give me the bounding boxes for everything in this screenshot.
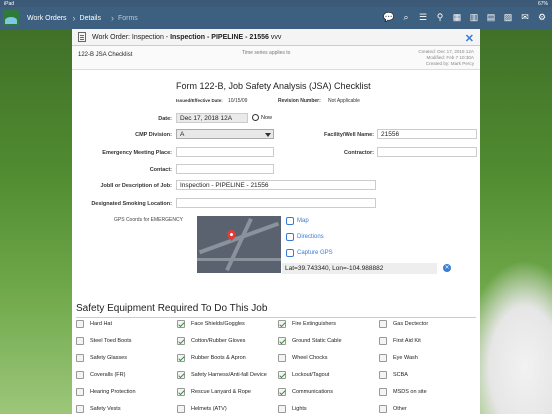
checkbox-empty-icon[interactable] <box>76 320 84 328</box>
safety-checkbox[interactable] <box>278 320 336 328</box>
safety-checkbox[interactable] <box>379 320 428 328</box>
checkbox-empty-icon[interactable] <box>76 354 84 362</box>
document-icon <box>78 32 86 42</box>
checkbox-empty-icon[interactable] <box>76 405 84 413</box>
date-field[interactable]: Dec 17, 2018 12A <box>176 113 248 123</box>
contact-label: Contact: <box>149 167 172 173</box>
checkbox-label: Fire Extinguishers <box>292 321 337 327</box>
safety-checkbox[interactable] <box>379 337 421 345</box>
map-link[interactable] <box>286 217 309 225</box>
safety-checkbox[interactable] <box>76 320 112 328</box>
checkbox-empty-icon[interactable] <box>379 337 387 345</box>
revision-value: Not Applicable <box>328 98 360 104</box>
safety-checkbox[interactable] <box>177 388 251 396</box>
checklist-name: 122-B JSA Checklist <box>78 52 133 58</box>
checkbox-empty-icon[interactable] <box>76 388 84 396</box>
capture-label: Capture GPS <box>297 250 333 256</box>
checkbox-label: Communications <box>292 389 333 395</box>
checkbox-label: SCBA <box>393 372 408 378</box>
breadcrumb-forms[interactable] <box>118 15 138 22</box>
safety-checkbox[interactable] <box>379 354 418 362</box>
safety-checkbox[interactable] <box>76 337 131 345</box>
facility-label: Facility/Well Name: <box>323 132 374 138</box>
smoking-field[interactable] <box>176 198 376 208</box>
checkbox-label: Hearing Protection <box>90 389 136 395</box>
date-label: Date: <box>158 116 172 122</box>
safety-checkbox[interactable] <box>379 388 427 396</box>
safety-checkbox[interactable] <box>379 371 408 379</box>
contractor-label: Contractor: <box>344 150 374 156</box>
checkbox-label: Lockout/Tagout <box>292 372 330 378</box>
messages-icon[interactable]: ✉ <box>521 11 529 22</box>
toolbar-icons <box>383 11 548 23</box>
checkbox-label: Face Shields/Goggles <box>191 321 245 327</box>
location-icon[interactable]: ⚲ <box>436 11 444 22</box>
gear-icon[interactable]: ⚙ <box>537 11 547 22</box>
checkbox-label: Hard Hat <box>90 321 113 327</box>
checkbox-label: Safety Harness/Anti-fall Device <box>191 372 267 378</box>
status-bar <box>0 0 552 7</box>
now-button[interactable] <box>252 114 272 121</box>
issued-value: 10/15/09 <box>228 98 248 104</box>
checkbox-empty-icon[interactable] <box>278 354 286 362</box>
checkbox-empty-icon[interactable] <box>177 405 185 413</box>
applies-text: Time series applies to <box>242 50 291 56</box>
header-prefix: Work Order: Inspection - <box>92 33 171 41</box>
safety-checkbox[interactable] <box>76 354 127 362</box>
checkbox-empty-icon[interactable] <box>379 405 387 413</box>
status-right: 67% <box>537 0 548 7</box>
checkbox-checked-icon[interactable] <box>177 388 185 396</box>
header-title: Inspection - PIPELINE - 21556 <box>170 33 269 41</box>
checkbox-checked-icon[interactable] <box>177 320 185 328</box>
checkbox-label: Helmets (ATV) <box>191 406 227 412</box>
chevron-right-icon: › <box>110 13 114 23</box>
status-left: iPad <box>4 0 15 7</box>
checkbox-checked-icon[interactable] <box>278 337 286 345</box>
map-thumbnail[interactable] <box>197 216 281 273</box>
safety-checkbox[interactable] <box>278 388 333 396</box>
chart-icon[interactable]: ▨ <box>503 11 513 22</box>
checkbox-empty-icon[interactable] <box>76 337 84 345</box>
created-by: Created by: Mark Percy <box>425 61 474 66</box>
checkbox-checked-icon[interactable] <box>278 371 286 379</box>
breadcrumb-work-orders[interactable] <box>27 15 67 22</box>
checkbox-empty-icon[interactable] <box>278 405 286 413</box>
directions-link[interactable] <box>286 233 324 241</box>
form-subheader <box>72 46 480 70</box>
checkbox-empty-icon[interactable] <box>379 354 387 362</box>
checkbox-label: Ground Static Cable <box>292 338 342 344</box>
modified-date: Modified: Feb 7 10:30A <box>426 55 474 60</box>
safety-checkbox[interactable] <box>76 371 125 379</box>
contact-field[interactable] <box>176 164 274 174</box>
safety-checkbox[interactable] <box>278 337 342 345</box>
cmp-value: A <box>180 131 185 138</box>
work-order-header <box>72 29 480 46</box>
checkbox-label: First Aid Kit <box>393 338 421 344</box>
gps-icon <box>286 249 294 257</box>
checkbox-checked-icon[interactable] <box>177 354 185 362</box>
checkbox-label: Eye Wash <box>393 355 418 361</box>
checkbox-label: Gas Dectector <box>393 321 429 327</box>
breadcrumb-label: Work Orders <box>27 14 67 22</box>
checkbox-empty-icon[interactable] <box>379 320 387 328</box>
checkbox-label: Coveralls (FR) <box>90 372 126 378</box>
map-link-label: Map <box>297 218 309 224</box>
meeting-label: Emergency Meeting Place: <box>102 150 172 156</box>
checkbox-empty-icon[interactable] <box>379 388 387 396</box>
facility-field[interactable]: 21556 <box>377 129 477 139</box>
cmp-label: CMP Division: <box>135 132 172 138</box>
directions-label: Directions <box>297 234 324 240</box>
safety-checkbox[interactable] <box>76 405 121 413</box>
chat-icon[interactable]: 💬 <box>383 11 395 22</box>
list-icon[interactable]: ☰ <box>418 11 428 22</box>
map-icon <box>286 217 294 225</box>
checkbox-label: Lights <box>292 406 307 412</box>
safety-checkbox[interactable] <box>177 337 245 345</box>
checkbox-label: Safety Vests <box>90 406 121 412</box>
gps-label: GPS Coords for EMERGENCY <box>114 217 183 223</box>
safety-section-title: Safety Equipment Required To Do This Job <box>76 303 268 314</box>
checkbox-label: Rubber Boots & Apron <box>191 355 246 361</box>
contractor-field[interactable] <box>377 147 477 157</box>
smoking-label: Designated Smoking Location: <box>91 201 172 207</box>
job-field[interactable]: Inspection - PIPELINE - 21556 <box>176 180 376 190</box>
created-date: Created: Dec 17, 2018 12A <box>418 49 474 54</box>
clock-icon <box>252 114 259 121</box>
checkbox-checked-icon[interactable] <box>177 371 185 379</box>
checkbox-label: Other <box>393 406 407 412</box>
clear-icon[interactable]: ✕ <box>444 265 450 271</box>
capture-gps-link[interactable] <box>286 249 333 257</box>
form-metadata <box>418 49 474 67</box>
form-panel <box>72 29 480 414</box>
meeting-field[interactable] <box>176 147 274 157</box>
gps-coords-field[interactable]: Lat=39.743340, Lon=-104.988882 <box>282 263 437 274</box>
safety-checkbox[interactable] <box>177 405 227 413</box>
revision-label: Revision Number: <box>278 98 321 104</box>
cmp-division-select[interactable] <box>176 129 274 139</box>
issued-label: Issued/Effective Date: <box>176 98 223 103</box>
chevron-right-icon: › <box>72 13 76 23</box>
app-logo[interactable] <box>3 10 19 26</box>
checkbox-checked-icon[interactable] <box>278 388 286 396</box>
breadcrumb-label: Details <box>79 14 101 22</box>
checkbox-label: Steel Toed Boots <box>90 338 132 344</box>
now-label: Now <box>261 114 273 121</box>
checkbox-label: MSDS on site <box>393 389 427 395</box>
checkbox-checked-icon[interactable] <box>177 337 185 345</box>
header-suffix: vvv <box>268 33 282 41</box>
calendar-icon[interactable]: ▤ <box>486 11 496 22</box>
directions-icon <box>286 233 294 241</box>
breadcrumb-label: Forms <box>117 14 138 22</box>
safety-checkbox[interactable] <box>379 405 407 413</box>
book-icon[interactable]: ▥ <box>469 11 479 22</box>
safety-checkbox[interactable] <box>177 354 246 362</box>
section-divider <box>76 317 476 318</box>
form-title: Form 122-B, Job Safety Analysis (JSA) Checklist <box>176 81 371 91</box>
checkbox-empty-icon[interactable] <box>379 371 387 379</box>
safety-checkbox[interactable] <box>278 371 329 379</box>
safety-checkbox[interactable] <box>177 371 267 379</box>
search-icon[interactable]: ⌕ <box>403 11 409 22</box>
checkbox-label: Wheel Chocks <box>292 355 328 361</box>
checkbox-empty-icon[interactable] <box>76 371 84 379</box>
breadcrumb-details[interactable] <box>80 15 101 22</box>
safety-checkbox[interactable] <box>76 388 136 396</box>
checkbox-label: Cotton/Rubber Gloves <box>191 338 246 344</box>
chevron-down-icon <box>265 133 271 137</box>
safety-checkbox[interactable] <box>278 405 307 413</box>
checkbox-checked-icon[interactable] <box>278 320 286 328</box>
job-label: JobII or Description of Job: <box>100 183 172 189</box>
grid-icon[interactable]: ▦ <box>452 11 462 22</box>
checkbox-label: Safety Glasses <box>90 355 127 361</box>
top-nav <box>0 7 552 29</box>
safety-checkbox[interactable] <box>278 354 327 362</box>
checkbox-label: Rescue Lanyard & Rope <box>191 389 251 395</box>
safety-checkbox[interactable] <box>177 320 245 328</box>
close-icon[interactable]: ✕ <box>464 33 474 45</box>
